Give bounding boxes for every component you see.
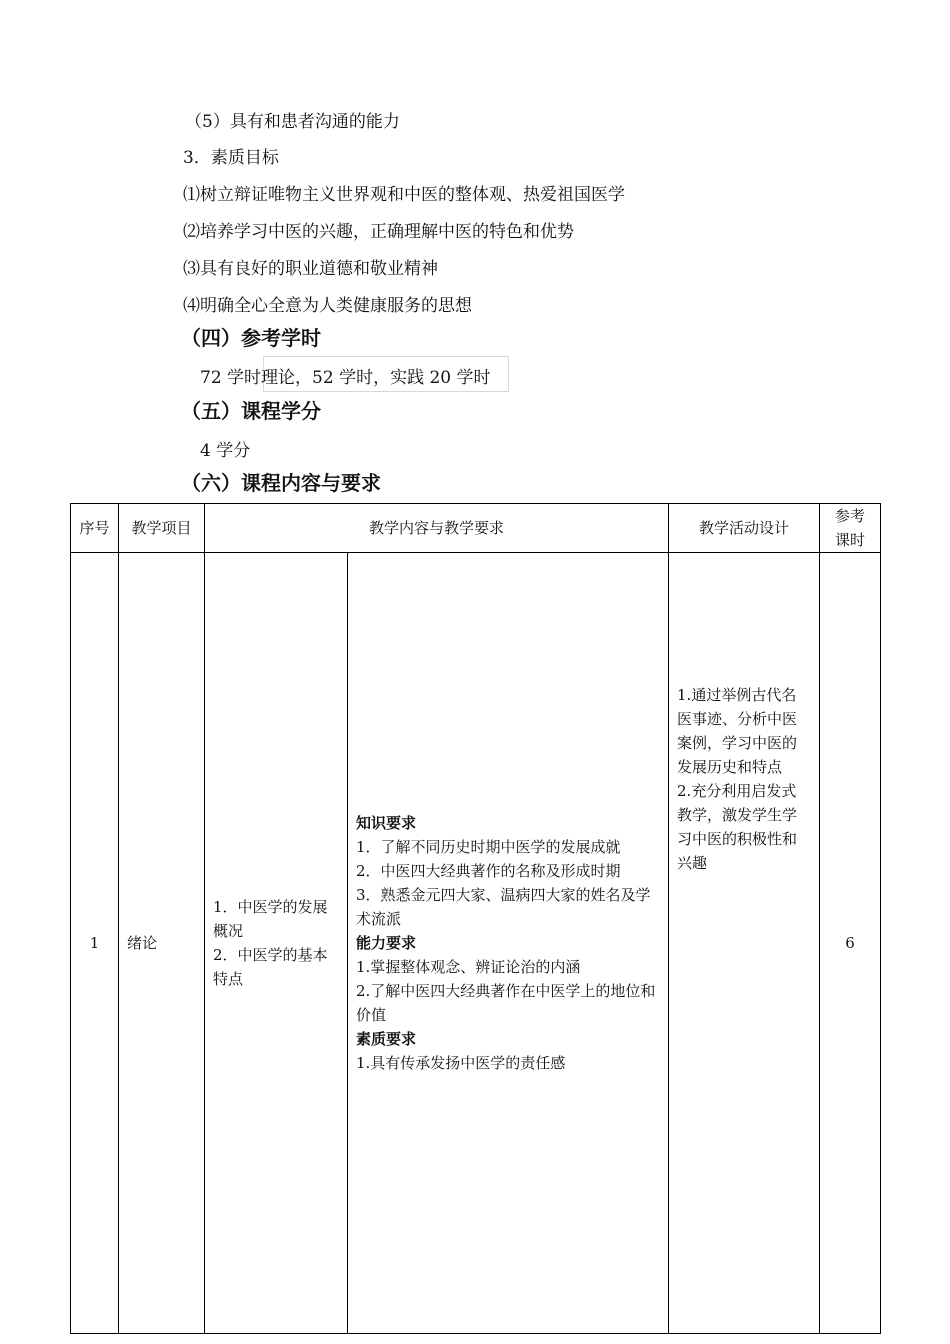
header-project: 教学项目	[119, 504, 205, 553]
activity-1: 1.通过举例古代名医事迹、分析中医案例，学习中医的发展历史和特点	[677, 686, 798, 776]
ability-2: 2.了解中医四大经典著作在中医学上的地位和价值	[356, 982, 656, 1024]
quality-title: 素质要求	[356, 1030, 417, 1048]
row-topics	[205, 553, 348, 1334]
table-header-row	[71, 504, 881, 553]
section-heading-credits: （五）课程学分	[181, 399, 321, 423]
ability-1: 1.掌握整体观念、辨证论治的内涵	[356, 958, 581, 976]
quality-req-1: 1.具有传承发扬中医学的责任感	[356, 1054, 566, 1072]
quality-item-2: ⑵培养学习中医的兴趣，正确理解中医的特色和优势	[183, 222, 574, 242]
section-heading-hours: （四）参考学时	[181, 326, 321, 350]
ability-item-5: （5）具有和患者沟通的能力	[185, 112, 400, 132]
row-hours: 6	[820, 553, 881, 1334]
section-heading-content: （六）课程内容与要求	[181, 471, 381, 495]
row-requirements	[348, 553, 669, 1334]
header-content: 教学内容与教学要求	[205, 504, 669, 553]
row-seq: 1	[71, 553, 119, 1334]
quality-item-1: ⑴树立辩证唯物主义世界观和中医的整体观、热爱祖国医学	[183, 185, 625, 205]
course-content-table	[70, 503, 881, 1334]
quality-item-4: ⑷明确全心全意为人类健康服务的思想	[183, 296, 472, 316]
table-row	[71, 553, 881, 1334]
knowledge-3: 3．熟悉金元四大家、温病四大家的姓名及学术流派	[356, 886, 651, 928]
knowledge-title: 知识要求	[356, 814, 417, 832]
quality-item-3: ⑶具有良好的职业道德和敬业精神	[183, 259, 438, 279]
knowledge-2: 2．中医四大经典著作的名称及形成时期	[356, 862, 621, 880]
header-hours: 参考课时	[820, 504, 881, 553]
hours-text: 72 学时理论，52 学时，实践 20 学时	[200, 368, 491, 388]
credits-text: 4 学分	[200, 441, 251, 461]
row-activity	[669, 553, 820, 1334]
activity-2: 2.充分利用启发式教学，激发学生学习中医的积极性和兴趣	[677, 782, 798, 872]
row-project: 绪论	[119, 553, 205, 1334]
header-activity: 教学活动设计	[669, 504, 820, 553]
ability-title: 能力要求	[356, 934, 417, 952]
topic-1: 1．中医学的发展概况	[213, 898, 328, 940]
knowledge-1: 1．了解不同历史时期中医学的发展成就	[356, 838, 621, 856]
topic-2: 2．中医学的基本特点	[213, 946, 328, 988]
header-seq: 序号	[71, 504, 119, 553]
quality-goals-title: 3．素质目标	[183, 148, 279, 168]
